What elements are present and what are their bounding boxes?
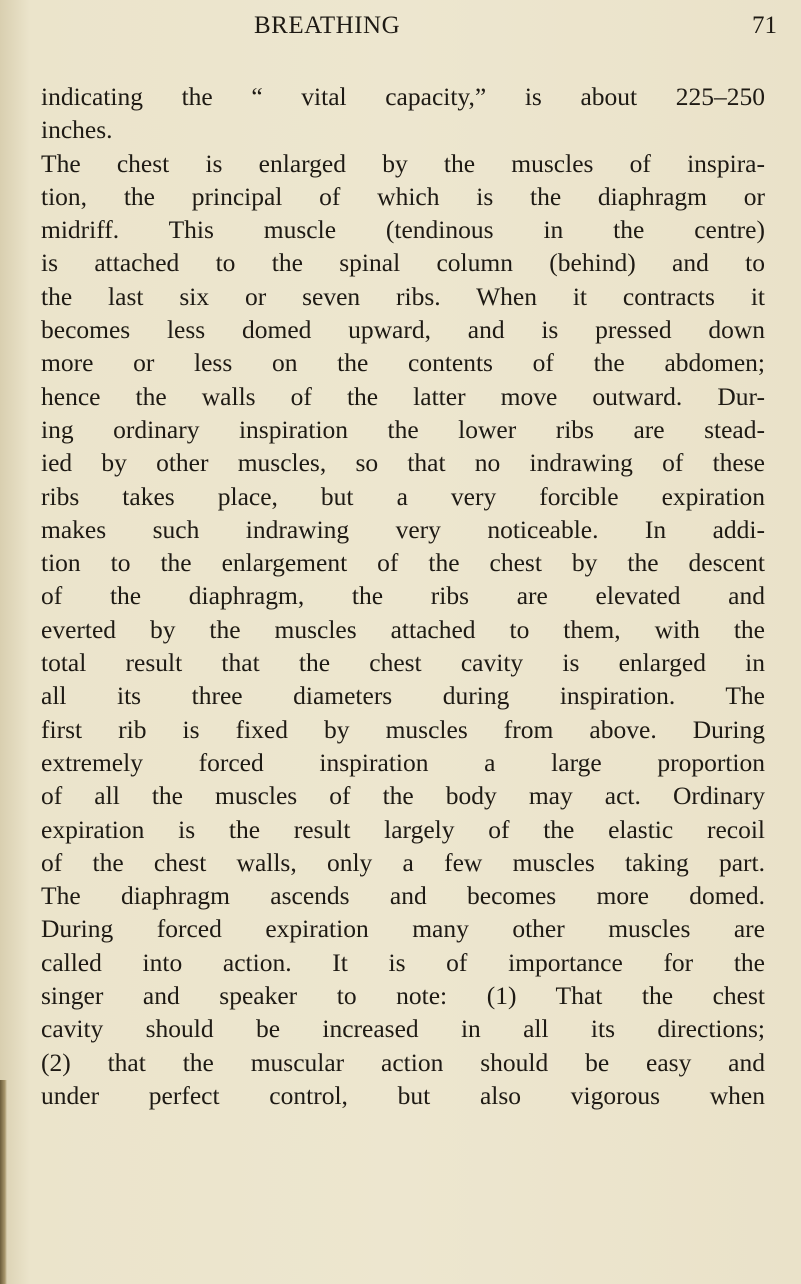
page-edge-shadow xyxy=(0,1080,7,1284)
page-number: 71 xyxy=(752,12,777,39)
text-line: called into action. It is of importance for the xyxy=(41,947,765,977)
text-line: tion to the enlargement of the chest by the descent xyxy=(41,548,765,578)
text-line: first rib is fixed by muscles from above. During xyxy=(41,714,765,744)
text-line: makes such indrawing very noticeable. In addi- xyxy=(41,514,765,544)
text-line: cavity should be increased in all its directions; xyxy=(41,1014,765,1044)
text-line: expiration is the result largely of the elastic recoil xyxy=(41,814,765,844)
text-line: The diaphragm ascends and becomes more domed. xyxy=(41,881,765,911)
text-line: singer and speaker to note: (1) That the chest xyxy=(41,981,765,1011)
text-line: extremely forced inspiration a large proportion xyxy=(41,747,765,777)
text-line: becomes less domed upward, and is pressed down xyxy=(41,315,765,345)
text-line: of the diaphragm, the ribs are elevated and xyxy=(41,581,765,611)
text-line: indicating the “ vital capacity,” is about 225–250 xyxy=(41,82,765,111)
text-line: everted by the muscles attached to them, with the xyxy=(41,614,765,644)
text-line: all its three diameters during inspiration. The xyxy=(41,681,765,711)
text-line: inches. xyxy=(41,115,113,145)
text-line: under perfect control, but also vigorous when xyxy=(41,1080,765,1110)
running-head: BREATHING xyxy=(254,12,401,39)
text-line: (2) that the muscular action should be easy and xyxy=(41,1047,765,1077)
text-line: midriff. This muscle (tendinous in the centre) xyxy=(41,215,765,245)
text-line: total result that the chest cavity is enlarged in xyxy=(41,648,765,678)
text-line: ing ordinary inspiration the lower ribs are stead- xyxy=(41,414,765,444)
text-line: tion, the principal of which is the diaphragm or xyxy=(41,181,765,211)
text-line: ribs takes place, but a very forcible expiration xyxy=(41,481,765,511)
text-line: ied by other muscles, so that no indrawing of these xyxy=(41,448,765,478)
text-line: more or less on the contents of the abdomen; xyxy=(41,348,765,378)
text-line: of all the muscles of the body may act. Ordinary xyxy=(41,781,765,811)
page-header xyxy=(0,12,801,46)
text-line: The chest is enlarged by the muscles of inspira- xyxy=(41,148,765,178)
body-text xyxy=(41,80,765,1112)
text-line: of the chest walls, only a few muscles taking part. xyxy=(41,847,765,877)
text-line: is attached to the spinal column (behind) and to xyxy=(41,248,765,278)
text-line: the last six or seven ribs. When it contracts it xyxy=(41,281,765,311)
text-line: hence the walls of the latter move outward. Dur- xyxy=(41,381,765,411)
text-line: During forced expiration many other muscles are xyxy=(41,914,765,944)
